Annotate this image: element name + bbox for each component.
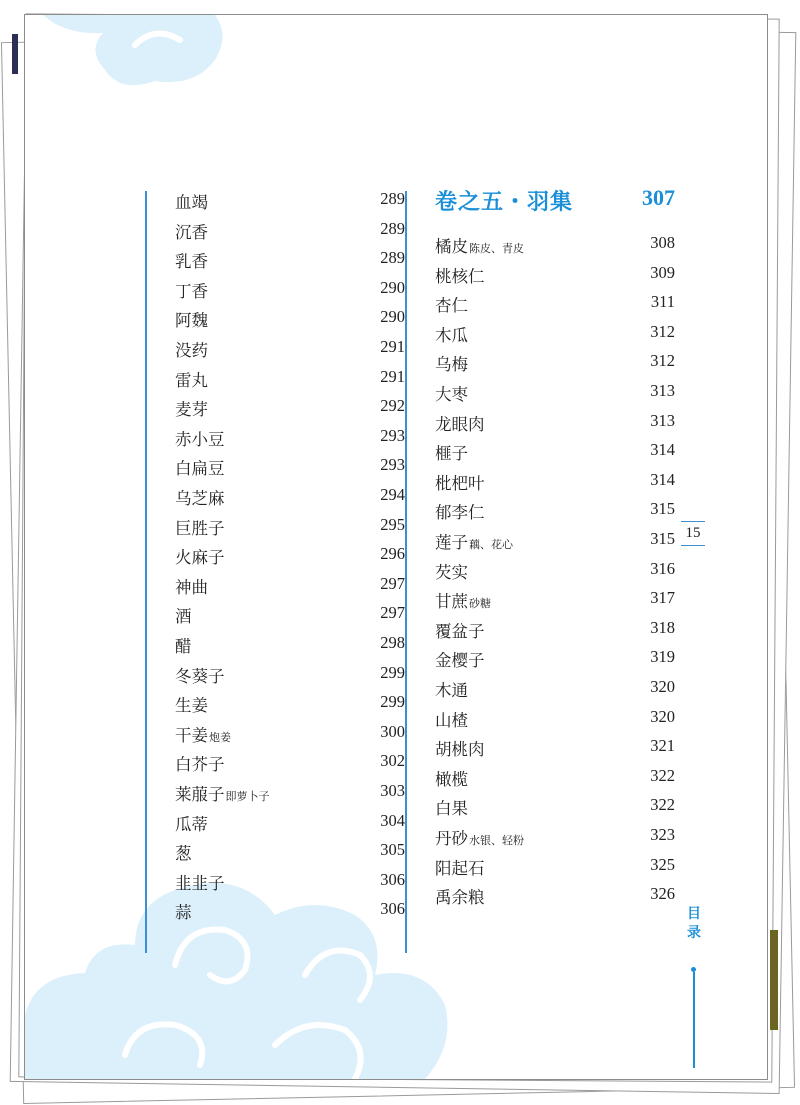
toc-entry-page: 303 <box>380 781 405 800</box>
toc-entry[interactable] <box>175 515 405 545</box>
entry-name: 桃核仁 <box>435 266 485 286</box>
toc-entry[interactable] <box>175 426 405 456</box>
toc-entry[interactable] <box>175 367 405 397</box>
entry-note: 陈皮、青皮 <box>469 242 524 255</box>
entry-name: 金樱子 <box>435 651 485 671</box>
entry-name: 麦芽 <box>175 400 208 420</box>
toc-entry-page: 314 <box>650 440 675 460</box>
entry-name: 芡实 <box>435 562 468 582</box>
toc-entry-page: 291 <box>380 337 405 356</box>
toc-entry-page: 305 <box>380 840 405 860</box>
toc-entry-title <box>175 781 270 805</box>
toc-entry-title <box>435 884 485 908</box>
entry-name: 丹砂 <box>435 829 468 848</box>
entry-name: 白芥子 <box>175 755 225 775</box>
toc-entry-page: 290 <box>380 307 405 327</box>
toc-entry-title <box>435 263 485 287</box>
toc-entry-title <box>175 189 208 213</box>
toc-entry[interactable] <box>175 396 405 426</box>
entry-name: 神曲 <box>175 577 208 597</box>
toc-entry-page: 306 <box>380 869 405 889</box>
toc-entry[interactable] <box>435 588 675 618</box>
entry-name: 阳起石 <box>435 858 485 878</box>
toc-entry-title <box>175 840 192 864</box>
entry-name: 赤小豆 <box>175 429 225 449</box>
entry-name: 郁李仁 <box>435 503 485 523</box>
entry-name: 韭韭子 <box>175 873 225 893</box>
toc-entry[interactable] <box>435 322 675 352</box>
toc-entry-title <box>175 811 208 835</box>
entry-name: 莲子 <box>435 533 468 552</box>
toc-entry[interactable] <box>175 811 405 841</box>
toc-entry-title <box>435 499 485 523</box>
toc-entry[interactable] <box>175 751 405 781</box>
toc-entry-title <box>435 233 524 257</box>
toc-entry[interactable] <box>175 722 405 752</box>
toc-entry-title <box>175 544 225 568</box>
toc-entry[interactable] <box>435 884 675 914</box>
entry-note: 水银、轻粉 <box>469 834 524 847</box>
toc-entry-title <box>435 351 468 375</box>
toc-entry-page: 321 <box>650 736 675 756</box>
entry-name: 橘皮 <box>435 237 468 256</box>
toc-entry-page: 289 <box>380 189 405 208</box>
toc-entry-page: 302 <box>380 751 405 771</box>
entry-name: 阿魏 <box>175 311 208 331</box>
toc-entry[interactable] <box>435 499 675 529</box>
toc-entry-title <box>175 515 225 539</box>
toc-entry-page: 326 <box>650 884 675 904</box>
toc-entry-page: 297 <box>380 573 405 593</box>
toc-entry[interactable] <box>175 899 405 929</box>
toc-entry-page: 289 <box>380 248 405 268</box>
entry-name: 干姜 <box>175 725 208 745</box>
entry-name: 醋 <box>175 637 192 656</box>
toc-entry-page: 320 <box>650 706 675 726</box>
entry-note: 藕、花心 <box>469 538 513 551</box>
toc-entry-title <box>175 870 225 894</box>
toc-entry[interactable] <box>435 855 675 885</box>
toc-entry-page: 299 <box>380 662 405 682</box>
toc-entry-page: 308 <box>650 233 675 252</box>
toc-entry-page: 323 <box>650 825 675 844</box>
toc-entry-title <box>435 470 485 494</box>
toc-entry-title <box>175 278 208 302</box>
toc-entry-title <box>175 219 208 243</box>
toc-entry[interactable] <box>435 707 675 737</box>
entry-name: 胡桃肉 <box>435 740 485 760</box>
toc-entry-title <box>435 529 513 553</box>
entry-note: 炮姜 <box>209 730 231 744</box>
entry-name: 禹余粮 <box>435 888 485 908</box>
toc-entry-title <box>175 899 192 923</box>
page-number: 15 <box>685 525 701 541</box>
toc-entry[interactable] <box>175 189 405 219</box>
entry-name: 乌梅 <box>435 355 468 375</box>
toc-entry-title <box>435 677 468 701</box>
toc-entry-page: 322 <box>650 765 675 785</box>
toc-entry[interactable] <box>175 692 405 722</box>
toc-entry-title <box>175 367 208 391</box>
entry-name: 枇杷叶 <box>435 473 485 493</box>
toc-entry[interactable] <box>435 795 675 825</box>
section-heading[interactable] <box>435 185 675 219</box>
toc-entry[interactable] <box>435 766 675 796</box>
page-number-top-rule <box>681 521 705 522</box>
entry-name: 生姜 <box>175 696 208 716</box>
toc-entry-page: 294 <box>380 485 405 504</box>
toc-entry-title <box>435 795 468 819</box>
toc-entry-page: 320 <box>650 677 675 696</box>
toc-entry-page: 293 <box>380 455 405 475</box>
toc-entry[interactable] <box>175 337 405 367</box>
toc-entry-page: 322 <box>650 795 675 815</box>
toc-entry[interactable] <box>435 381 675 411</box>
toc-entry-title <box>175 248 208 272</box>
page-number-bottom-rule <box>681 545 705 546</box>
toc-entry-page: 314 <box>650 469 675 489</box>
toc-entry[interactable] <box>175 633 405 663</box>
entry-name: 覆盆子 <box>435 621 485 641</box>
toc-entry-page: 313 <box>650 381 675 400</box>
toc-entry-title <box>175 633 192 657</box>
entry-name: 血竭 <box>175 193 208 212</box>
toc-entry[interactable] <box>435 529 675 559</box>
toc-entry-title <box>435 588 491 612</box>
toc-entry-title <box>175 751 225 775</box>
toc-entry-title <box>435 766 468 790</box>
toc-entry-title <box>175 396 208 420</box>
toc-entry-title <box>435 381 468 405</box>
toc-entry-title <box>175 337 208 361</box>
section-title: 卷之五・羽集 <box>435 189 574 215</box>
toc-entry-page: 316 <box>650 558 675 578</box>
entry-name: 大枣 <box>435 385 468 404</box>
toc-entry[interactable] <box>435 292 675 322</box>
section-page-number: 307 <box>642 185 675 210</box>
entry-name: 榧子 <box>435 444 468 464</box>
toc-entry-page: 318 <box>650 617 675 637</box>
entry-name: 葱 <box>175 844 192 864</box>
toc-entry-title <box>175 574 208 598</box>
toc-entry-title <box>175 603 192 627</box>
toc-entry-page: 311 <box>650 292 675 312</box>
toc-entry[interactable] <box>435 351 675 381</box>
toc-entry-title <box>435 440 468 464</box>
entry-name: 甘蔗 <box>435 592 468 612</box>
toc-entry-page: 291 <box>380 366 405 386</box>
toc-entry-page: 295 <box>380 514 405 534</box>
toc-entry-title <box>435 736 485 760</box>
entry-name: 龙眼肉 <box>435 414 485 434</box>
toc-entry-page: 315 <box>650 499 675 519</box>
toc-entry-page: 299 <box>380 692 405 712</box>
toc-entry-title <box>435 825 524 849</box>
toc-entry-title <box>175 692 208 716</box>
entry-name: 冬葵子 <box>175 666 225 686</box>
entry-name: 木瓜 <box>435 325 468 345</box>
toc-entry[interactable] <box>175 485 405 515</box>
entry-name: 酒 <box>175 607 192 627</box>
entry-note: 即萝卜子 <box>225 790 270 803</box>
toc-entry[interactable] <box>175 603 405 633</box>
entry-name: 沉香 <box>175 222 208 242</box>
toc-entry-title <box>175 455 225 479</box>
toc-entry[interactable] <box>175 307 405 337</box>
toc-entry-title <box>175 426 225 450</box>
toc-entry-title <box>435 322 468 346</box>
entry-name: 莱菔子 <box>175 785 225 804</box>
toc-entry-page: 304 <box>380 810 405 830</box>
entry-name: 瓜蒂 <box>175 814 208 834</box>
toc-entry-page: 312 <box>650 351 675 371</box>
toc-entry[interactable] <box>435 440 675 470</box>
toc-entry-title <box>175 307 208 331</box>
toc-entry[interactable] <box>175 870 405 900</box>
toc-entry[interactable] <box>435 411 675 441</box>
toc-entry-title <box>435 292 468 316</box>
toc-entry[interactable] <box>175 219 405 249</box>
toc-entry[interactable] <box>435 233 675 263</box>
toc-entry-title <box>435 707 468 731</box>
toc-entry-title <box>435 559 468 583</box>
toc-entry[interactable] <box>175 455 405 485</box>
toc-entry-title <box>435 855 485 879</box>
toc-entry[interactable] <box>175 840 405 870</box>
right-column-rule <box>405 191 407 953</box>
toc-entry[interactable] <box>175 544 405 574</box>
toc-entry-page: 325 <box>650 854 675 874</box>
toc-entry-page: 292 <box>380 396 405 416</box>
toc-entry-page: 306 <box>380 899 405 919</box>
entry-name: 丁香 <box>175 281 208 301</box>
toc-entry[interactable] <box>435 618 675 648</box>
toc-entry[interactable] <box>435 825 675 855</box>
toc-entry[interactable] <box>435 263 675 293</box>
toc-entry-title <box>435 618 485 642</box>
contents-side-label: 目录 <box>687 906 701 941</box>
toc-entry-title <box>435 647 485 671</box>
toc-entry-title <box>175 663 225 687</box>
toc-entry-page: 293 <box>380 425 405 445</box>
entry-name: 乌芝麻 <box>175 489 225 508</box>
toc-entry-page: 315 <box>650 529 675 548</box>
toc-entry[interactable] <box>435 677 675 707</box>
toc-entry-page: 319 <box>650 647 675 667</box>
toc-entry[interactable] <box>175 248 405 278</box>
entry-name: 橄榄 <box>435 769 468 789</box>
entry-name: 蒜 <box>175 903 192 923</box>
cover-edge-right <box>770 930 778 1030</box>
toc-entry-page: 297 <box>380 603 405 623</box>
toc-entry-page: 309 <box>650 262 675 282</box>
entry-name: 木通 <box>435 681 468 700</box>
side-label-line <box>693 972 695 1068</box>
toc-entry[interactable] <box>175 574 405 604</box>
toc-entry[interactable] <box>435 470 675 500</box>
toc-entry-page: 290 <box>380 277 405 297</box>
toc-entry[interactable] <box>175 663 405 693</box>
left-column-rule <box>145 191 147 953</box>
entry-name: 杏仁 <box>435 296 468 316</box>
toc-entry[interactable] <box>175 781 405 811</box>
toc-entry-page: 312 <box>650 321 675 341</box>
toc-entry-page: 289 <box>380 218 405 238</box>
toc-entry[interactable] <box>435 559 675 589</box>
toc-entry-page: 296 <box>380 544 405 564</box>
toc-entry-title <box>435 411 485 435</box>
entry-name: 乳香 <box>175 252 208 272</box>
toc-entry[interactable] <box>175 278 405 308</box>
entry-name: 火麻子 <box>175 548 225 568</box>
book-page <box>24 14 768 1080</box>
entry-name: 白果 <box>435 799 468 819</box>
entry-name: 巨胜子 <box>175 518 225 538</box>
entry-name: 雷丸 <box>175 370 208 390</box>
entry-note: 砂糖 <box>469 597 491 611</box>
toc-entry-title <box>175 485 225 509</box>
cover-edge-left <box>12 34 18 74</box>
entry-name: 山楂 <box>435 710 468 730</box>
toc-entry[interactable] <box>435 736 675 766</box>
toc-entry-page: 313 <box>650 410 675 430</box>
toc-entry-page: 317 <box>650 588 675 608</box>
toc-entry-title <box>175 722 231 746</box>
entry-name: 白扁豆 <box>175 459 225 479</box>
toc-entry-page: 300 <box>380 721 405 741</box>
toc-entry-page: 298 <box>380 633 405 652</box>
entry-name: 没药 <box>175 341 208 360</box>
toc-entry[interactable] <box>435 647 675 677</box>
